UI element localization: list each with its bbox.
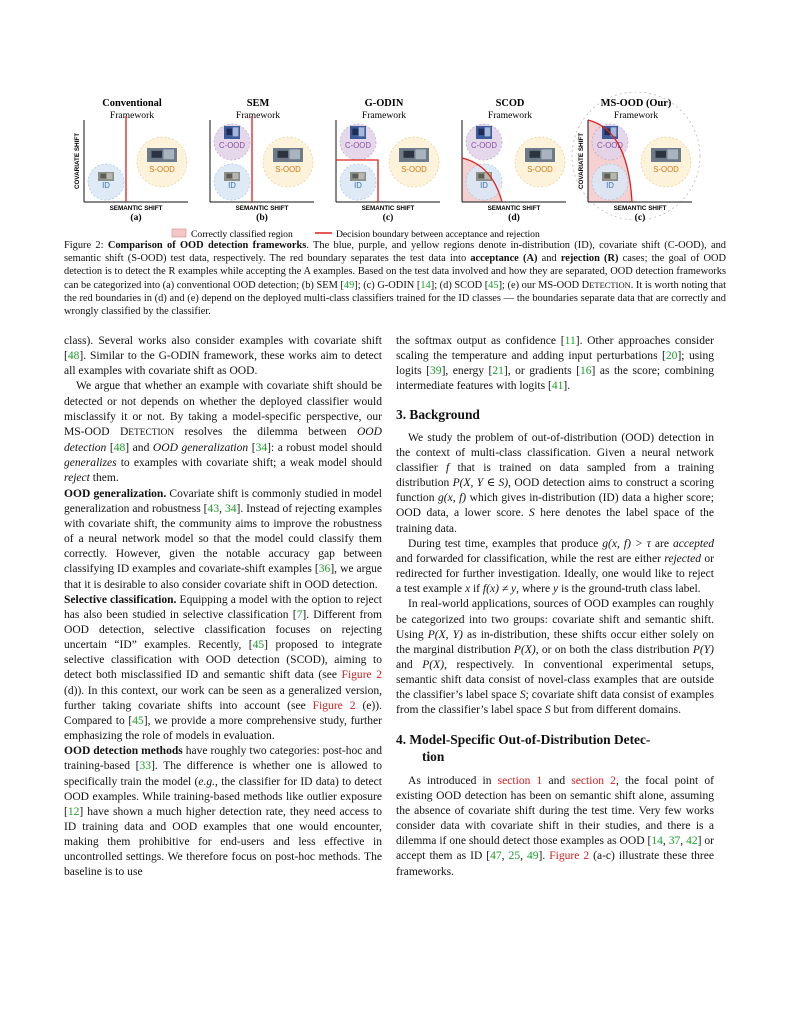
panel-letter: (c) [382,212,394,223]
citation-link[interactable]: 48 [67,350,80,363]
legend-region-swatch [172,229,186,237]
figure-ref-link[interactable]: Figure 2 [312,699,356,712]
x-axis-label: SEMANTIC SHIFT [487,205,541,212]
paragraph: OOD generalization. Covariate shift is commonly studied in model generalization and robustness [43, 34]. Instead of rejecting examples with covariate shift, the community aims to improve the robustness of a neural network model so that the model could classify them correctly. However, given the notable accuracy gap between classifying ID examples and covariate-shift examples [36], we argue that it is desirable to also consider covariate shift in OOD detection. [64,487,382,591]
panel-title: SEM [246,98,270,109]
citation-link[interactable]: 7 [296,608,303,621]
id-label: ID [102,181,110,190]
sample-image-icon [224,126,240,139]
sample-image-icon [399,148,429,162]
section-heading-model-specific: 4. Model-Specific Out-of-Distribution Detec- tion [396,731,651,764]
citation-link[interactable]: 37 [668,835,681,848]
paragraph: the softmax output as confidence [11]. Other approaches consider scaling the temperature and adding input perturbations [20]; using logits [39], energy [21], or gradients [16] as the score; combining intermediate features with logits [41]. [396,335,715,393]
paragraph-heading: OOD generalization. [64,487,167,500]
panel-title: Conventional [102,98,162,109]
sample-image-icon [224,172,240,181]
citation-link[interactable]: 45 [252,639,265,652]
panel-subtitle: Framework [361,110,407,121]
paragraph: We argue that whether an example with covariate shift should be detected or not depends on whether the deployed classifier would misclassify it or not. By taking a model-specific perspective, our MS-OOD DETECTION resolves the dilemma between OOD detection [48] and OOD generalization [34]: a robust model should generalizes to examples with covariate shift; a weak model should reject them. [64,380,383,485]
citation-link[interactable]: 45 [488,279,499,291]
section-ref-link[interactable]: section 2 [571,774,616,787]
section-heading-background: 3. Background [396,406,480,422]
right-column [396,334,714,880]
caption-title: Comparison of OOD detection frameworks [107,240,307,251]
citation-link[interactable]: 25 [508,850,521,863]
paragraph: As introduced in section 1 and section 2, the focal point of existing OOD detection has been on semantic shift alone, assuming the absence of covariate shift during the test time. Very few works consider data with covariate shift in their studies, and there is a dilemma if one should detect those examples as OOD [14, 37, 42] or accept them as ID [47, 25, 49]. Figure 2 (a-c) illustrate these three frameworks. [396,774,715,878]
legend-boundary-label: Decision boundary between acceptance and rejection [336,229,540,240]
x-axis-label: SEMANTIC SHIFT [235,205,289,212]
citation-link[interactable]: 42 [686,835,698,848]
panel-title: MS-OOD (Our) [600,98,672,109]
sample-image-icon [147,148,177,162]
citation-link[interactable]: 39 [430,365,442,378]
paragraph: OOD detection methods have roughly two categories: post-hoc and training-based [33]. The difference is whether one is allowed to specifically train the model (e.g., the classifier for ID data) to detect OOD examples. While training-based methods like outlier exposure [12] have shown a much higher detection rate, they need access to ID training data and OOD examples that one would encounter, making them prohibitive for end-users and less effective in uncontrolled settings. We therefore focus on post-hoc methods. The baseline is to use [64,745,382,879]
citation-link[interactable]: 47 [490,850,502,863]
id-label: ID [480,181,488,190]
citation-link[interactable]: 45 [132,714,144,727]
sample-image-icon [350,126,366,139]
panel-subtitle: Framework [235,110,281,121]
paragraph: During test time, examples that produce g(x, f) > τ are accepted and forwarded for classification, while the rest are either rejected or redirected for further investigation. Ideally, one would like to reject a test example x if f(x) ≠ y, where y is the ground-truth class label. [396,537,714,596]
left-column [64,334,382,881]
x-axis-label: SEMANTIC SHIFT [109,205,163,212]
paragraph: class). Several works also consider examples with covariate shift [48]. Similar to the G-ODIN framework, these works aim to detect all examples with covariate shift as OOD. [64,335,382,378]
id-label: ID [606,181,614,190]
citation-link[interactable]: 12 [67,805,80,818]
sample-image-icon [525,148,555,162]
citation-link[interactable]: 48 [113,442,126,455]
paragraph-heading: Selective classification. [64,593,177,606]
panel-subtitle: Framework [487,110,533,121]
framework-comparison-figure [70,92,722,242]
citation-link[interactable]: 34 [224,502,237,515]
y-axis-label: COVARIATE SHIFT [578,132,585,190]
paragraph: We study the problem of out-of-distribution (OOD) detection in the context of multi-class classification. Given a neural network classifier f that is trained on data sampled from a training distribution P(X, Y ∈ S), OOD detection aims to construct a scoring function g(x, f) which gives in-distribution (ID) data a higher score; OOD data, a lower score. S here denotes the label space of the training data. [396,431,715,535]
s-ood-label: S-OOD [275,165,301,174]
c-ood-label: C-OOD [345,141,371,150]
c-ood-label: C-OOD [471,141,497,150]
panel-letter: (a) [130,212,142,223]
sample-image-icon [98,172,114,181]
citation-link[interactable]: 34 [255,442,268,455]
citation-link[interactable]: 21 [492,365,504,378]
citation-link[interactable]: 14 [651,835,663,848]
id-label: ID [354,181,362,190]
panel-letter: (b) [256,212,268,223]
sample-image-icon [651,148,681,162]
citation-link[interactable]: 36 [318,563,331,576]
citation-link[interactable]: 43 [207,502,220,515]
caption-label: Figure 2: [64,240,104,251]
id-label: ID [228,181,236,190]
paragraph-heading: OOD detection methods [64,745,183,758]
x-axis-label: SEMANTIC SHIFT [613,205,667,212]
paragraph: In real-world applications, sources of OOD examples can roughly be categorized into two groups: covariate shift and semantic shift. Using P(X, Y) as in-distribution, these shifts occur either solely on the marginal distribution P(X), or on both the class distribution P(Y) and P(X), respectively. In conventional experimental setups, semantic shift data consist of novel-class examples that are outside the classifier’s label space S; covariate shift data consist of examples from the classifier’s label space S but from different domains. [396,598,714,717]
panel-letter: (d) [508,212,520,223]
sample-image-icon [476,126,492,139]
citation-link[interactable]: 49 [343,279,355,291]
x-axis-label: SEMANTIC SHIFT [361,205,415,212]
s-ood-label: S-OOD [527,165,553,174]
citation-link[interactable]: 16 [579,365,592,378]
panel-letter: (c) [634,212,646,223]
sample-image-icon [350,172,366,181]
legend-region-label: Correctly classified region [191,229,293,240]
sample-image-icon [602,172,618,181]
citation-link[interactable]: 49 [526,850,539,863]
figure-caption: Figure 2: Comparison of OOD detection frameworks. The blue, purple, and yellow regions denote in-distribution (ID), covariate shift (C-OOD), and semantic shift (S-OOD) test data, respectively. The red boundary separates the test data into acceptance (A) and rejection (R) cases; the goal of OOD detection is to detect the R examples while accepting the A examples. Based on the test data involved and how they are separated, OOD detection frameworks can be categorized into (a) conventional OOD detection; (b) SEM [49]; (c) G-ODIN [14]; (d) SCOD [45]; (e) our MS-OOD DETECTION. It is worth noting that the red boundaries in (d) and (e) depend on the deployed multi-class classifiers trained for the ID classes — the boundaries separate data that are correctly and wrongly classified by the classifier. [64,240,726,318]
c-ood-label: C-OOD [597,141,623,150]
panel-title: SCOD [495,98,525,109]
sample-image-icon [273,148,303,162]
figure-ref-link[interactable]: Figure 2 [549,850,590,863]
s-ood-label: S-OOD [653,165,679,174]
citation-link[interactable]: 41 [551,380,564,393]
panel-subtitle: Framework [613,110,659,121]
c-ood-label: C-OOD [219,141,245,150]
s-ood-label: S-OOD [401,165,427,174]
paragraph: Selective classification. Equipping a model with the option to reject has also been studied in selective classification [7]. Different from OOD detection, selective classification focuses on rejecting uncertain “ID” examples. Recently, [45] proposed to integrate selective classification with OOD detection (SCOD), aiming to detect both misclassified ID and semantic shift data (see Figure 2 (d)). In this context, our work can be seen as a generalized version, further taking covariate shifts into account (see Figure 2 (e)). Compared to [45], we provide a more comprehensive study, further emphasizing the role of models in evaluation. [64,593,383,743]
section-ref-link[interactable]: section 1 [497,774,543,787]
citation-link[interactable]: 33 [139,760,152,773]
citation-link[interactable]: 14 [420,279,431,291]
citation-link[interactable]: 20 [665,350,678,363]
citation-link[interactable]: 11 [564,335,576,347]
y-axis-label: COVARIATE SHIFT [74,132,81,190]
panel-subtitle: Framework [109,110,155,121]
s-ood-label: S-OOD [149,165,175,174]
figure-ref-link[interactable]: Figure 2 [341,669,382,682]
panel-title: G-ODIN [364,98,404,109]
